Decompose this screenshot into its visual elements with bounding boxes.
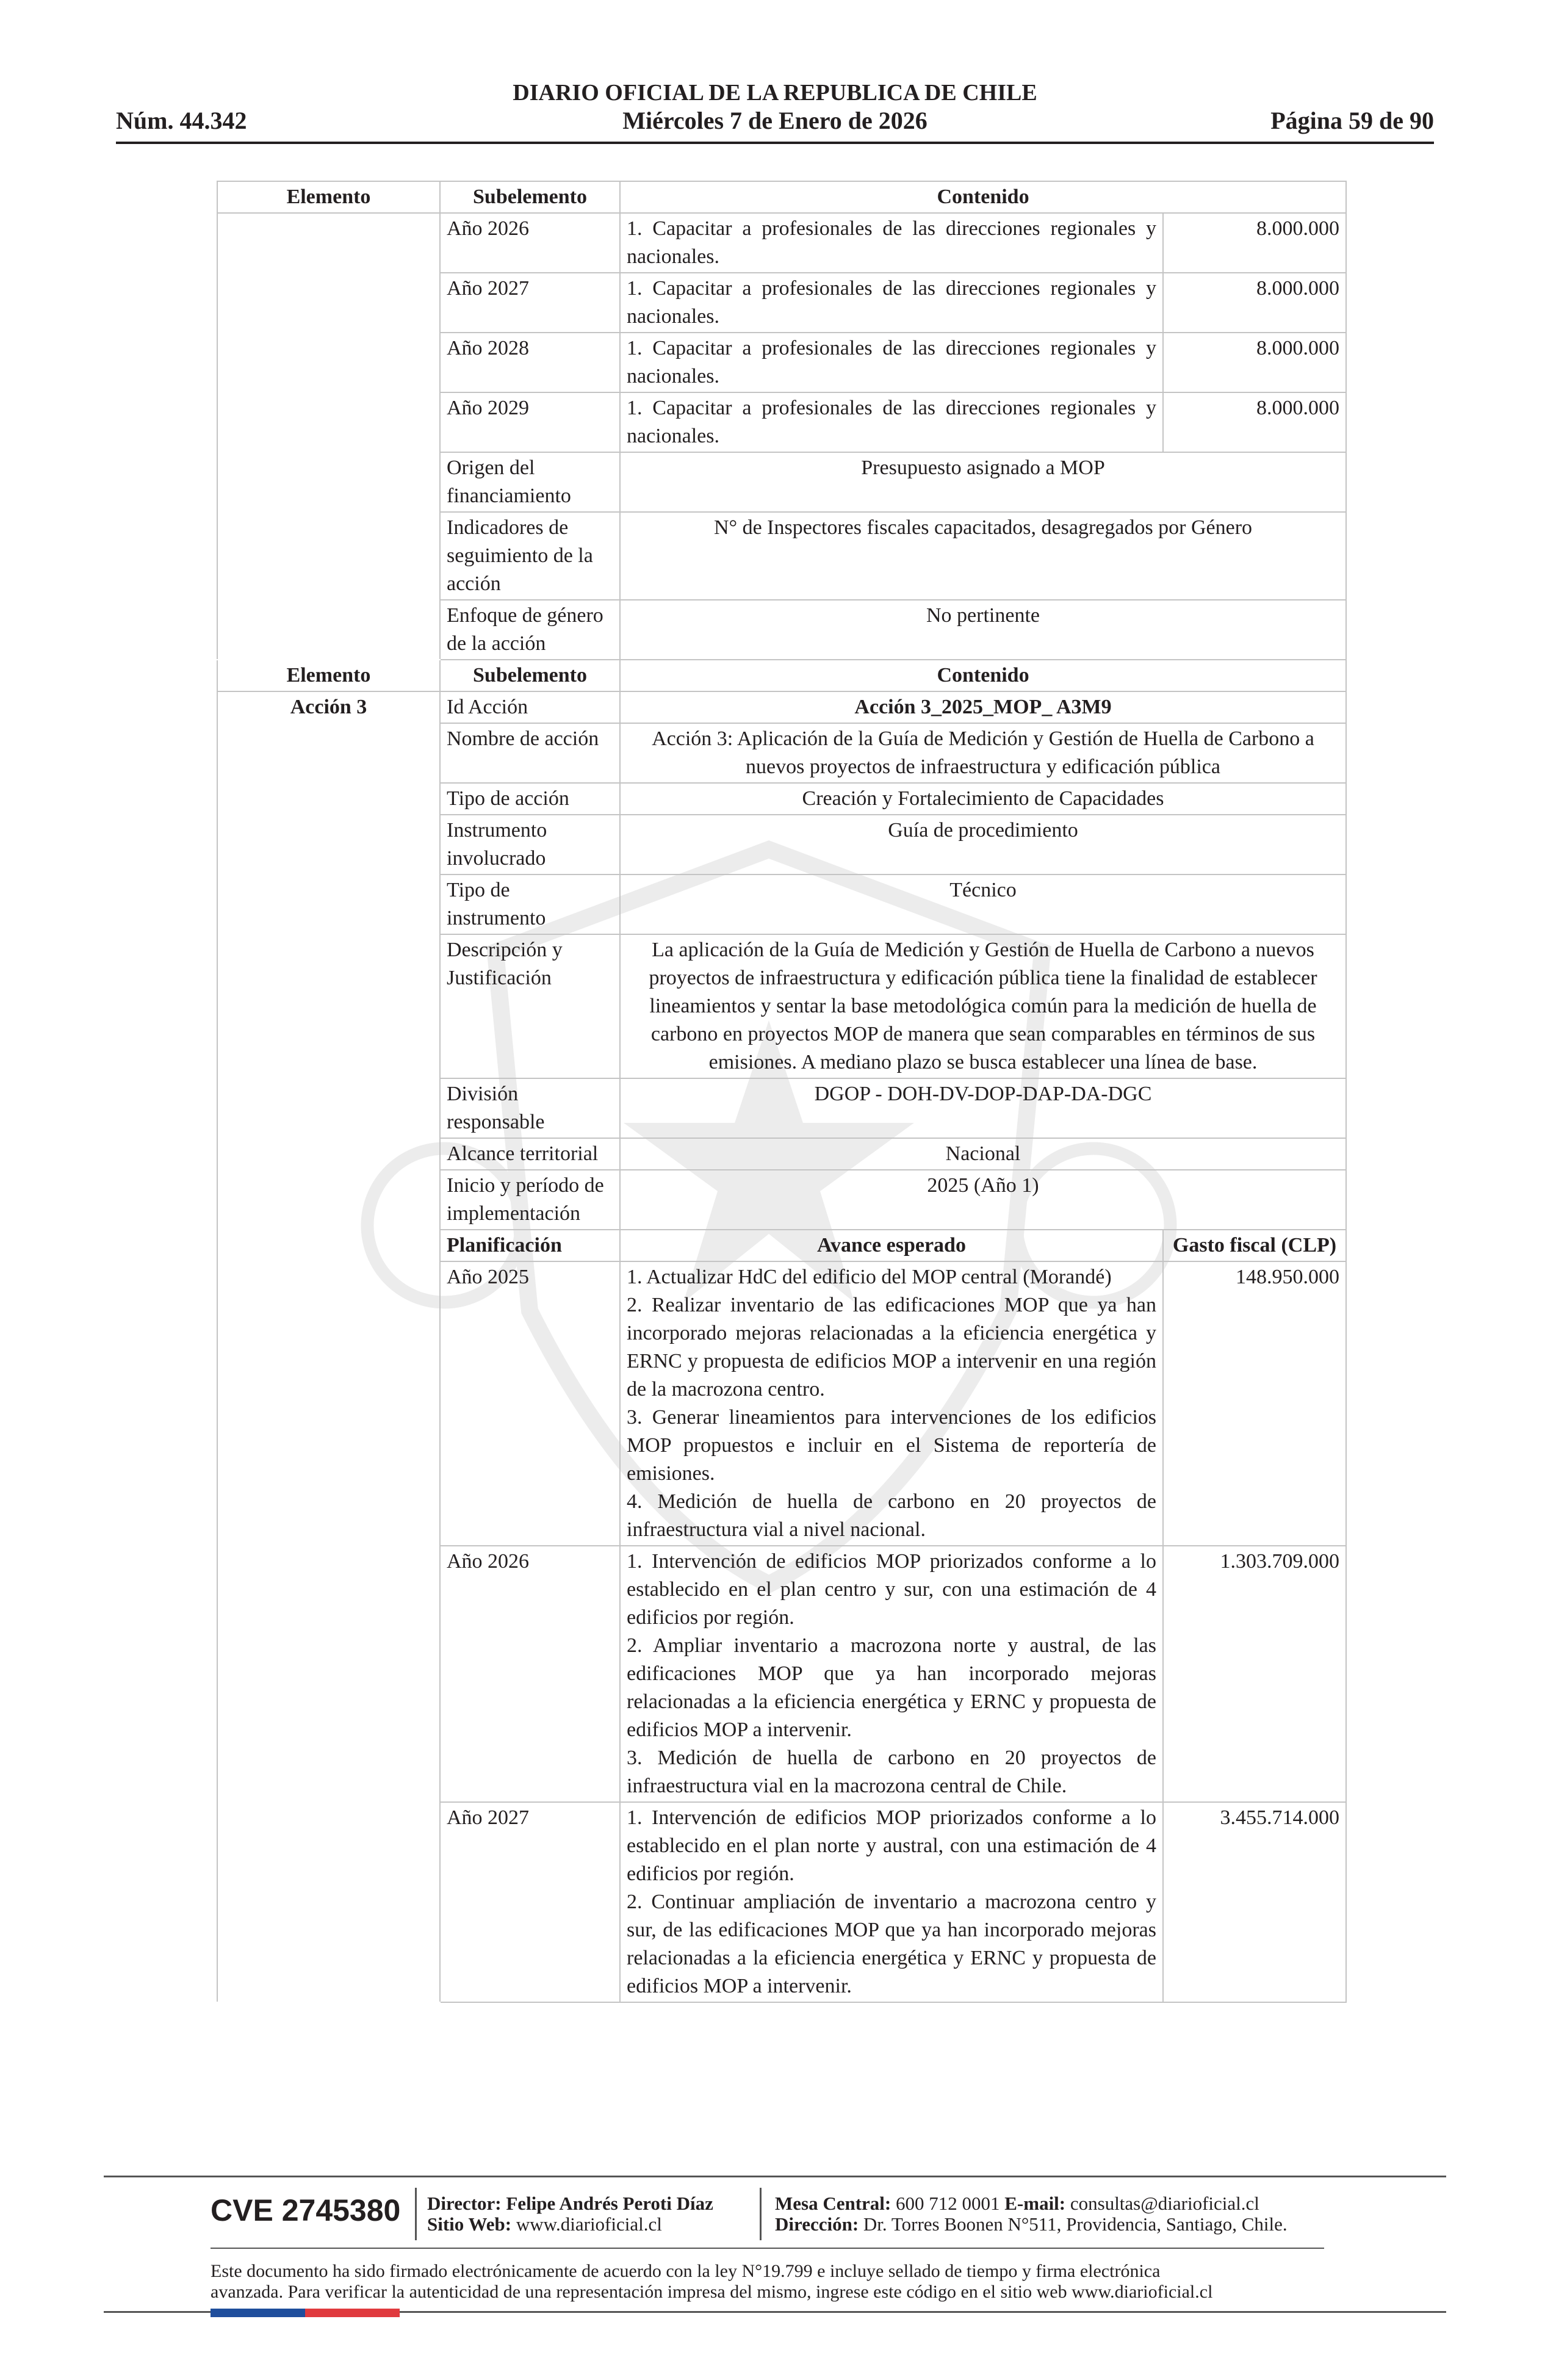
year-amount: 1.303.709.000 <box>1163 1546 1346 1802</box>
table-row <box>217 213 1346 273</box>
table-header-row <box>217 660 1346 691</box>
page-header <box>116 74 1434 146</box>
subelement-label: Nombre de acción <box>440 723 620 783</box>
year-amount: 8.000.000 <box>1163 333 1346 392</box>
subelement-label: Inicio y período de implementación <box>440 1170 620 1230</box>
year-description: 1. Capacitar a profesionales de las direcciones regionales y nacionales. <box>620 213 1163 273</box>
progress-item: 1. Actualizar HdC del edificio del MOP central (Morandé) <box>627 1266 1112 1288</box>
header-elemento: Elemento <box>217 660 440 691</box>
year-amount: 148.950.000 <box>1163 1261 1346 1546</box>
progress-header: Avance esperado <box>620 1230 1163 1261</box>
table-header-row <box>217 181 1346 213</box>
subelement-label: Indicadores de seguimiento de la acción <box>440 512 620 600</box>
subelement-label: Tipo de acción <box>440 783 620 815</box>
year-amount: 8.000.000 <box>1163 273 1346 333</box>
subelement-label: Enfoque de género de la acción <box>440 600 620 660</box>
year-label: Año 2028 <box>440 333 620 392</box>
year-progress <box>620 1802 1163 2002</box>
website-link[interactable]: www.diarioficial.cl <box>516 2213 662 2235</box>
subelement-label: Instrumento involucrado <box>440 815 620 874</box>
flag-stripe-red <box>305 2309 400 2317</box>
element-cell <box>217 213 440 660</box>
subelement-label: División responsable <box>440 1078 620 1138</box>
year-amount: 8.000.000 <box>1163 392 1346 452</box>
action-table <box>217 181 1347 2003</box>
director-line: Director: Felipe Andrés Peroti Díaz <box>427 2193 713 2214</box>
email-link[interactable]: consultas@diarioficial.cl <box>1070 2193 1259 2214</box>
header-contenido: Contenido <box>620 660 1346 691</box>
description: La aplicación de la Guía de Medición y Gestión de Huella de Carbono a nuevos proyectos de infraestructura y edificación pública tiene la finalidad de establecer lineamientos y sentar la base metodológica común para la medición de huella de carbono en proyectos MOP de manera que sean comparables en términos de sus emisiones. A mediano plazo se busca establecer una línea de base. <box>620 934 1346 1078</box>
header-subelemento: Subelemento <box>440 660 620 691</box>
table-row <box>217 691 1346 723</box>
header-subelemento: Subelemento <box>440 181 620 213</box>
subelement-label: Origen del financiamiento <box>440 452 620 512</box>
footer-divider <box>760 2188 762 2240</box>
page-footer <box>104 2176 1446 2316</box>
website-line: Sitio Web: www.diarioficial.cl <box>427 2213 662 2235</box>
newspaper-title: DIARIO OFICIAL DE LA REPUBLICA DE CHILE <box>513 80 1037 106</box>
cost-header: Gasto fiscal (CLP) <box>1163 1230 1346 1261</box>
progress-item: 1. Intervención de edificios MOP priorizados conforme a lo establecido en el plan norte y austral, con una estimación de 4 edificios por región. <box>627 1806 1156 1885</box>
progress-item: 3. Medición de huella de carbono en 20 proyectos de infraestructura vial en la macrozona central de Chile. <box>627 1747 1156 1797</box>
header-rule <box>116 142 1434 144</box>
year-description: 1. Capacitar a profesionales de las direcciones regionales y nacionales. <box>620 273 1163 333</box>
year-description: 1. Capacitar a profesionales de las direcciones regionales y nacionales. <box>620 333 1163 392</box>
responsible-division: DGOP - DOH-DV-DOP-DAP-DA-DGC <box>620 1078 1346 1138</box>
implementation-period: 2025 (Año 1) <box>620 1170 1346 1230</box>
instrument-type: Técnico <box>620 874 1346 934</box>
address-line: Dirección: Dr. Torres Boonen N°511, Providencia, Santiago, Chile. <box>775 2213 1288 2235</box>
progress-item: 3. Generar lineamientos para intervenciones de los edificios MOP propuestos e incluir en el Sistema de reportería de emisiones. <box>627 1406 1156 1485</box>
territorial-scope: Nacional <box>620 1138 1346 1170</box>
issue-number: Núm. 44.342 <box>116 107 247 134</box>
year-label: Año 2025 <box>440 1261 620 1546</box>
subelement-label: Alcance territorial <box>440 1138 620 1170</box>
year-label: Año 2027 <box>440 1802 620 2002</box>
year-amount: 8.000.000 <box>1163 213 1346 273</box>
progress-item: 2. Continuar ampliación de inventario a macrozona centro y sur, de las edificaciones MOP que ya han incorporado mejoras relacionadas a la eficiencia energética y ERNC y propuesta de edificios MOP a intervenir. <box>627 1891 1156 1997</box>
instrument: Guía de procedimiento <box>620 815 1346 874</box>
cve-code: CVE 2745380 <box>211 2193 401 2227</box>
issue-date: Miércoles 7 de Enero de 2026 <box>622 107 927 134</box>
flag-stripe-blue <box>211 2309 305 2317</box>
action-name: Acción 3: Aplicación de la Guía de Medición y Gestión de Huella de Carbono a nuevos proyectos de infraestructura y edificación pública <box>620 723 1346 783</box>
subelement-value: No pertinente <box>620 600 1346 660</box>
year-progress <box>620 1261 1163 1546</box>
subelement-value: N° de Inspectores fiscales capacitados, desagregados por Género <box>620 512 1346 600</box>
subelement-label: Id Acción <box>440 691 620 723</box>
progress-item: 2. Realizar inventario de las edificaciones MOP que ya han incorporado mejoras relacionadas a la eficiencia energética y ERNC y propuesta de edificios MOP a intervenir en una región de la macrozona centro. <box>627 1294 1156 1401</box>
subelement-label: Descripción y Justificación <box>440 934 620 1078</box>
subelement-value: Presupuesto asignado a MOP <box>620 452 1346 512</box>
planning-label: Planificación <box>440 1230 620 1261</box>
action-id: Acción 3_2025_MOP_ A3M9 <box>620 691 1346 723</box>
header-elemento: Elemento <box>217 181 440 213</box>
footer-rule <box>211 2248 1324 2249</box>
contact-line: Mesa Central: 600 712 0001 E-mail: consultas@diarioficial.cl <box>775 2193 1259 2214</box>
year-label: Año 2026 <box>440 213 620 273</box>
year-label: Año 2029 <box>440 392 620 452</box>
footer-divider <box>415 2188 417 2240</box>
progress-item: 2. Ampliar inventario a macrozona norte y austral, de las edificaciones MOP que ya han incorporado mejoras relacionadas a la eficiencia energética y ERNC y propuesta de edificios MOP a intervenir. <box>627 1634 1156 1741</box>
verification-note: avanzada. Para verificar la autenticidad de una representación impresa del mismo, ingrese este código en el sitio web www.diarioficial.cl <box>211 2282 1213 2302</box>
year-description: 1. Capacitar a profesionales de las direcciones regionales y nacionales. <box>620 392 1163 452</box>
action-element-label: Acción 3 <box>217 691 440 2002</box>
subelement-label: Tipo de instrumento <box>440 874 620 934</box>
footer-rule <box>104 2176 1446 2177</box>
header-contenido: Contenido <box>620 181 1346 213</box>
year-amount: 3.455.714.000 <box>1163 1802 1346 2002</box>
action-type: Creación y Fortalecimiento de Capacidades <box>620 783 1346 815</box>
year-label: Año 2027 <box>440 273 620 333</box>
year-progress <box>620 1546 1163 1802</box>
progress-item: 4. Medición de huella de carbono en 20 proyectos de infraestructura vial a nivel nacional. <box>627 1490 1156 1541</box>
year-label: Año 2026 <box>440 1546 620 1802</box>
verification-note: Este documento ha sido firmado electrónicamente de acuerdo con la ley N°19.799 e incluye sellado de tiempo y firma electrónica <box>211 2261 1161 2281</box>
progress-item: 1. Intervención de edificios MOP priorizados conforme a lo establecido en el plan centro y sur, con una estimación de 4 edificios por región. <box>627 1550 1156 1629</box>
page-number: Página 59 de 90 <box>1270 107 1434 134</box>
